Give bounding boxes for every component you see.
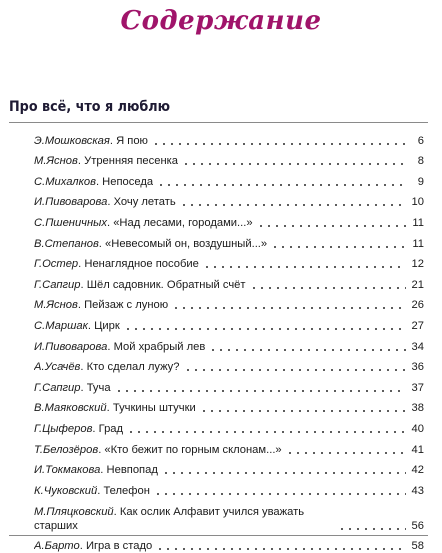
toc-entry-author: В.Степанов	[34, 237, 99, 250]
toc-entry-title: Утренняя песенка	[84, 155, 178, 168]
toc-entry-leader-dots	[271, 246, 406, 248]
toc-entry-leader-dots	[203, 266, 406, 268]
toc-entry-title: Телефон	[103, 484, 150, 497]
toc-entry-author: И.Пивоварова	[34, 196, 108, 209]
toc-entry-title: Мой храбрый лев	[113, 340, 206, 353]
toc-entry[interactable]	[34, 436, 424, 457]
toc-entry-author: С.Пшеничных	[34, 216, 107, 229]
toc-entry-page-number: 58	[411, 540, 424, 553]
section-heading: Про всё, что я люблю	[9, 99, 171, 115]
toc-entry-leader-dots	[200, 410, 406, 412]
divider-top	[9, 122, 428, 123]
toc-entry-leader-dots	[184, 369, 406, 371]
toc-entry-page-number: 6	[417, 134, 424, 147]
toc-entry-title: Я пою	[116, 134, 148, 147]
toc-entry-text: Т.Белозёров. «Кто бежит по горным склонам...»	[34, 443, 282, 456]
toc-entry-leader-dots	[338, 528, 406, 530]
toc-entry-leader-dots	[152, 143, 406, 145]
toc-entry[interactable]	[34, 189, 424, 210]
toc-entry[interactable]	[34, 292, 424, 313]
toc-entry-title: «Невесомый он, воздушный...»	[105, 237, 268, 250]
toc-entry-text: М.Яснов. Пейзаж с луною	[34, 299, 169, 312]
toc-entry-title: Цирк	[94, 319, 120, 332]
toc-entry-leader-dots	[124, 328, 406, 330]
toc-entry[interactable]	[34, 333, 424, 354]
toc-entry-author: А.Барто	[34, 540, 80, 553]
toc-entry-leader-dots	[154, 493, 406, 495]
toc-entry-leader-dots	[127, 431, 406, 433]
toc-entry-author: С.Михалков	[34, 175, 96, 188]
toc-entry-author: М.Яснов	[34, 299, 78, 312]
toc-entry-page-number: 11	[412, 216, 424, 229]
toc-entry-leader-dots	[162, 472, 406, 474]
toc-entry-title: Непоседа	[102, 175, 154, 188]
toc-entry-title: Шёл садовник. Обратный счёт	[86, 278, 246, 291]
toc-entry-text: И.Пивоварова. Мой храбрый лев	[34, 340, 206, 353]
toc-entry[interactable]	[34, 498, 424, 533]
toc-entry-author: И.Токмакова	[34, 464, 101, 477]
toc-entry-author: В.Маяковский	[34, 402, 107, 415]
toc-entry-author: Т.Белозёров	[34, 443, 99, 456]
toc-entry-page-number: 12	[411, 258, 424, 271]
toc-entry[interactable]	[34, 395, 424, 416]
toc-entry-author: Г.Сапгир	[34, 278, 81, 291]
toc-entry-text: С.Михалков. Непоседа	[34, 175, 154, 188]
toc-entry-text: В.Степанов. «Невесомый он, воздушный...»	[34, 237, 268, 250]
toc-entry-text: М.Пляцковский. Как ослик Алфавит учился уважать старших	[34, 505, 305, 532]
table-of-contents	[34, 127, 424, 553]
toc-entry[interactable]	[34, 148, 424, 169]
toc-entry-text: Г.Сапгир. Шёл садовник. Обратный счёт	[34, 278, 246, 291]
toc-entry-text: М.Яснов. Утренняя песенка	[34, 155, 178, 168]
toc-entry-title: Тучкины штучки	[112, 402, 196, 415]
toc-entry-author: Г.Цыферов	[34, 422, 93, 435]
toc-entry-title: Пейзаж с луною	[84, 299, 169, 312]
toc-entry[interactable]	[34, 374, 424, 395]
toc-entry-leader-dots	[182, 163, 406, 165]
toc-entry-title: Хочу летать	[113, 196, 176, 209]
toc-entry-leader-dots	[250, 287, 406, 289]
toc-entry-text: И.Пивоварова. Хочу летать	[34, 196, 176, 209]
toc-entry[interactable]	[34, 415, 424, 436]
toc-entry-text: Г.Цыферов. Град	[34, 422, 124, 435]
toc-entry-page-number: 34	[411, 340, 424, 353]
toc-entry-author: М.Пляцковский	[34, 505, 114, 518]
toc-entry-title: «Кто бежит по горным склонам...»	[104, 443, 282, 456]
toc-entry-author: А.Усачёв	[34, 361, 81, 374]
toc-entry-page-number: 40	[411, 422, 424, 435]
toc-entry-page-number: 27	[411, 319, 424, 332]
toc-entry-title: Игра в стадо	[85, 540, 153, 553]
toc-entry-leader-dots	[209, 349, 406, 351]
toc-entry-leader-dots	[257, 225, 406, 227]
toc-entry-text: В.Маяковский. Тучкины штучки	[34, 402, 196, 415]
toc-entry-text: А.Усачёв. Кто сделал лужу?	[34, 361, 180, 374]
toc-entry-title: «Над лесами, городами...»	[113, 216, 253, 229]
toc-entry-page-number: 42	[411, 464, 424, 477]
toc-entry-title: Как ослик Алфавит учился уважать старших	[34, 505, 305, 532]
toc-entry-title: Кто сделал лужу?	[86, 361, 180, 374]
toc-entry-page-number: 9	[417, 175, 424, 188]
toc-entry[interactable]	[34, 354, 424, 375]
page-title: Содержание	[120, 6, 322, 36]
toc-entry[interactable]	[34, 168, 424, 189]
toc-entry-text: А.Барто. Игра в стадо	[34, 540, 153, 553]
toc-entry-author: С.Маршак	[34, 319, 88, 332]
toc-entry-title: Туча	[86, 381, 111, 394]
toc-entry-leader-dots	[157, 184, 406, 186]
toc-entry-page-number: 36	[411, 361, 424, 374]
toc-entry-page-number: 38	[411, 402, 424, 415]
toc-entry-title: Ненаглядное пособие	[84, 258, 199, 271]
toc-entry-leader-dots	[115, 390, 406, 392]
toc-entry-title: Невпопад	[106, 464, 158, 477]
toc-entry[interactable]	[34, 271, 424, 292]
toc-entry-author: М.Яснов	[34, 155, 78, 168]
toc-entry-page-number: 41	[411, 443, 424, 456]
toc-entry[interactable]	[34, 230, 424, 251]
toc-entry[interactable]	[34, 209, 424, 230]
toc-entry-text: Э.Мошковская. Я пою	[34, 134, 148, 147]
toc-entry-page-number: 43	[411, 484, 424, 497]
divider-bottom	[9, 535, 428, 536]
toc-entry-text: Г.Сапгир. Туча	[34, 381, 111, 394]
toc-entry-page-number: 21	[411, 278, 424, 291]
toc-entry-text: С.Маршак. Цирк	[34, 319, 120, 332]
toc-entry-author: Г.Сапгир	[34, 381, 81, 394]
toc-entry-text: К.Чуковский. Телефон	[34, 484, 150, 497]
toc-entry-author: И.Пивоварова	[34, 340, 108, 353]
toc-entry-page-number: 37	[411, 381, 424, 394]
toc-entry-page-number: 56	[411, 519, 424, 532]
toc-entry-author: К.Чуковский	[34, 484, 98, 497]
toc-entry-page-number: 11	[412, 237, 424, 250]
toc-entry[interactable]	[34, 127, 424, 148]
toc-entry-leader-dots	[286, 452, 406, 454]
toc-entry[interactable]	[34, 457, 424, 478]
toc-entry[interactable]	[34, 312, 424, 333]
toc-entry-page-number: 8	[417, 155, 424, 168]
toc-entry-title: Град	[98, 422, 124, 435]
toc-entry-page-number: 10	[411, 196, 424, 209]
toc-entry-text: Г.Остер. Ненаглядное пособие	[34, 258, 199, 271]
toc-entry-author: Г.Остер	[34, 258, 79, 271]
toc-entry-leader-dots	[180, 204, 406, 206]
toc-entry-page-number: 26	[411, 299, 424, 312]
toc-entry-text: С.Пшеничных. «Над лесами, городами...»	[34, 216, 253, 229]
toc-entry-text: И.Токмакова. Невпопад	[34, 464, 158, 477]
toc-entry-author: Э.Мошковская	[34, 134, 110, 147]
toc-entry-leader-dots	[172, 307, 406, 309]
toc-entry[interactable]	[34, 251, 424, 272]
toc-entry[interactable]	[34, 477, 424, 498]
